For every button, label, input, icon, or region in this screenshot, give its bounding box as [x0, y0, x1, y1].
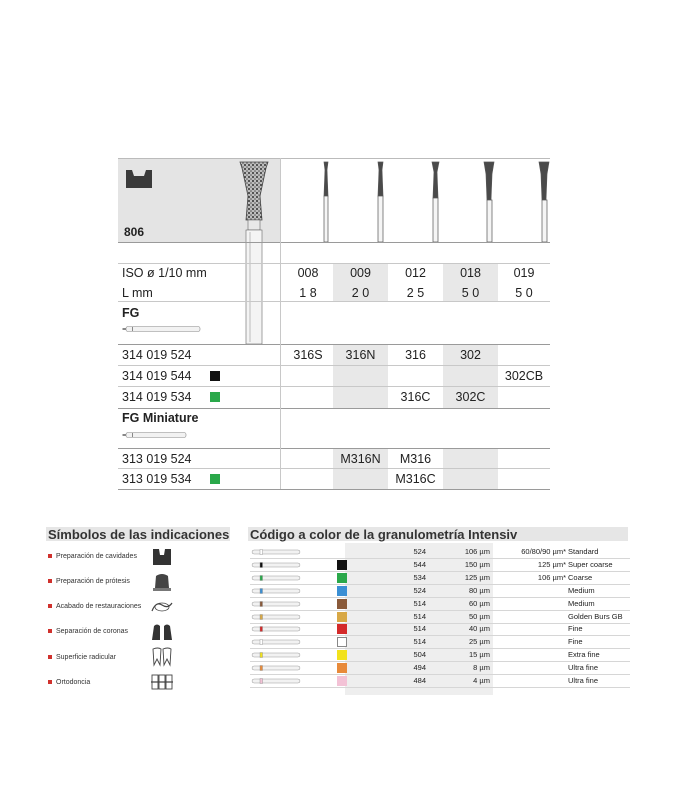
grit-row [250, 623, 630, 635]
grit-row [250, 662, 630, 674]
grit-code: 514 [413, 598, 426, 608]
grit-size: 50 µm [469, 611, 490, 621]
cavity-icon [150, 547, 174, 567]
grit-bur-icon [250, 613, 302, 621]
code-313019524: 313 019 524 [122, 452, 192, 466]
shape-number: 806 [124, 225, 145, 239]
grit-color-swatch [337, 573, 347, 583]
ref-cell: M316C [395, 472, 436, 486]
grit-bur-icon [250, 651, 302, 659]
code-314019534: 314 019 534 [122, 390, 192, 404]
length-value: 1 8 [299, 286, 317, 300]
grit-title: Código a color de la granulometría Intensiv [250, 527, 518, 542]
code-314019544: 314 019 544 [122, 369, 192, 383]
grit-code: 544 [413, 559, 426, 569]
grit-row [250, 572, 630, 584]
grit-code: 534 [413, 572, 426, 582]
grit-code: 504 [413, 650, 426, 660]
grit-name: Super coarse [568, 559, 613, 569]
grit-marker-black [210, 371, 220, 381]
indication-item: Preparación de prótesis [48, 578, 178, 585]
grit-code: 524 [413, 547, 426, 556]
iso-value: 012 [405, 266, 426, 280]
crown-separation-icon [150, 622, 174, 642]
code-314019524: 314 019 524 [122, 348, 192, 362]
indication-item: Acabado de restauraciones [48, 603, 178, 610]
grit-name: Coarse [568, 572, 593, 582]
prosthesis-icon [150, 572, 174, 592]
bur-icon-009 [378, 162, 383, 242]
bur-icon-018 [484, 162, 494, 242]
grit-name: Medium [568, 598, 595, 608]
grit-bur-icon [250, 625, 302, 633]
grit-extra-size: 60/80/90 µm* [521, 547, 566, 556]
grit-size: 60 µm [469, 598, 490, 608]
grit-code: 514 [413, 637, 426, 647]
length-value: 2 5 [406, 286, 425, 300]
grit-bur-icon [250, 574, 302, 582]
grit-code: 514 [413, 611, 426, 621]
grit-size: 106 µm [464, 547, 490, 556]
grit-name: Fine [568, 624, 583, 634]
grit-row [250, 546, 630, 558]
bur-icon-019 [539, 162, 549, 242]
grit-name: Golden Burs GB [568, 611, 623, 621]
ref-cell: 316C [400, 390, 431, 404]
large-bur-icon [236, 160, 272, 346]
grit-code: 484 [413, 676, 426, 685]
grit-size: 150 µm [464, 559, 490, 569]
grit-bur-icon [250, 587, 302, 595]
grit-name: Medium [568, 585, 595, 595]
grit-color-swatch [337, 612, 347, 622]
ref-cell: M316N [340, 452, 381, 466]
ref-cell: 316N [345, 348, 376, 362]
fg-miniature-shank-icon [122, 430, 192, 440]
indication-item: Ortodoncia [48, 679, 178, 686]
indication-item: Separación de coronas [48, 628, 178, 635]
ref-cell: 316 [405, 348, 426, 362]
bur-sizes-row [278, 158, 550, 244]
grit-name: Ultra fine [568, 663, 599, 673]
grit-row [250, 598, 630, 610]
root-surface-icon [150, 647, 174, 667]
iso-label: ISO ø 1/10 mm [122, 266, 207, 280]
grit-color-swatch [337, 637, 347, 647]
grit-bur-icon [250, 561, 302, 569]
grit-marker-green [210, 392, 220, 402]
grit-size: 40 µm [469, 624, 490, 634]
length-value: 5 0 [461, 286, 480, 300]
grit-name: Extra fine [568, 650, 600, 660]
grit-name: Fine [568, 637, 583, 647]
grit-color-swatch [337, 624, 347, 634]
grit-row [250, 585, 630, 597]
code-313019534: 313 019 534 [122, 472, 192, 486]
grit-row [250, 636, 630, 648]
grit-color-swatch [337, 663, 347, 673]
grit-size: 25 µm [469, 637, 490, 647]
grit-bur-icon [250, 548, 302, 556]
grit-extra-size: 106 µm* [537, 572, 566, 582]
shape-symbol-icon [124, 166, 154, 192]
finishing-icon [150, 597, 174, 617]
grit-marker-green [210, 474, 220, 484]
grit-row [250, 611, 630, 623]
grit-bur-icon [250, 638, 302, 646]
ref-cell: 302C [455, 390, 486, 404]
fg-shank-icon [122, 324, 208, 334]
grit-name: Standard [568, 547, 599, 556]
grit-color-swatch [337, 560, 347, 570]
grit-size: 15 µm [469, 650, 490, 660]
iso-value: 009 [350, 266, 371, 280]
grit-color-swatch [337, 586, 347, 596]
section-title-fg-miniature: FG Miniature [122, 411, 199, 425]
ref-cell: M316 [399, 452, 432, 466]
bur-icon-012 [432, 162, 439, 242]
iso-value: 008 [297, 266, 319, 280]
grit-size: 8 µm [473, 663, 490, 673]
grit-color-swatch [337, 650, 347, 660]
grit-color-swatch [337, 676, 347, 686]
grit-row [250, 649, 630, 661]
grit-bur-icon [250, 600, 302, 608]
indication-item: Preparación de cavidades [48, 553, 178, 560]
grit-size: 80 µm [469, 585, 490, 595]
bur-icon-008 [324, 162, 328, 242]
grit-size: 4 µm [473, 676, 490, 685]
grit-bur-icon [250, 677, 302, 685]
grit-extra-size: 125 µm* [537, 559, 566, 569]
ref-cell: 302CB [504, 369, 544, 383]
orthodontics-icon [150, 672, 174, 692]
indication-item: Superficie radicular [48, 654, 178, 661]
iso-value: 019 [513, 266, 535, 280]
length-label: L mm [122, 286, 153, 300]
iso-value: 018 [460, 266, 481, 280]
grit-code: 524 [413, 585, 426, 595]
section-title-fg: FG [122, 306, 140, 320]
grit-code: 514 [413, 624, 426, 634]
grit-row [250, 675, 630, 687]
grit-row-separator [250, 687, 630, 688]
length-value: 5 0 [515, 286, 533, 300]
length-value: 2 0 [351, 286, 370, 300]
grit-code: 494 [413, 663, 426, 673]
grit-size: 125 µm [464, 572, 490, 582]
ref-cell: 302 [460, 348, 481, 362]
indications-title: Símbolos de las indicaciones [48, 527, 230, 542]
ref-cell: 316S [293, 348, 323, 362]
grit-row [250, 559, 630, 571]
grit-color-swatch [337, 599, 347, 609]
grit-name: Ultra fine [568, 676, 599, 685]
grit-bur-icon [250, 664, 302, 672]
product-table [118, 158, 550, 489]
